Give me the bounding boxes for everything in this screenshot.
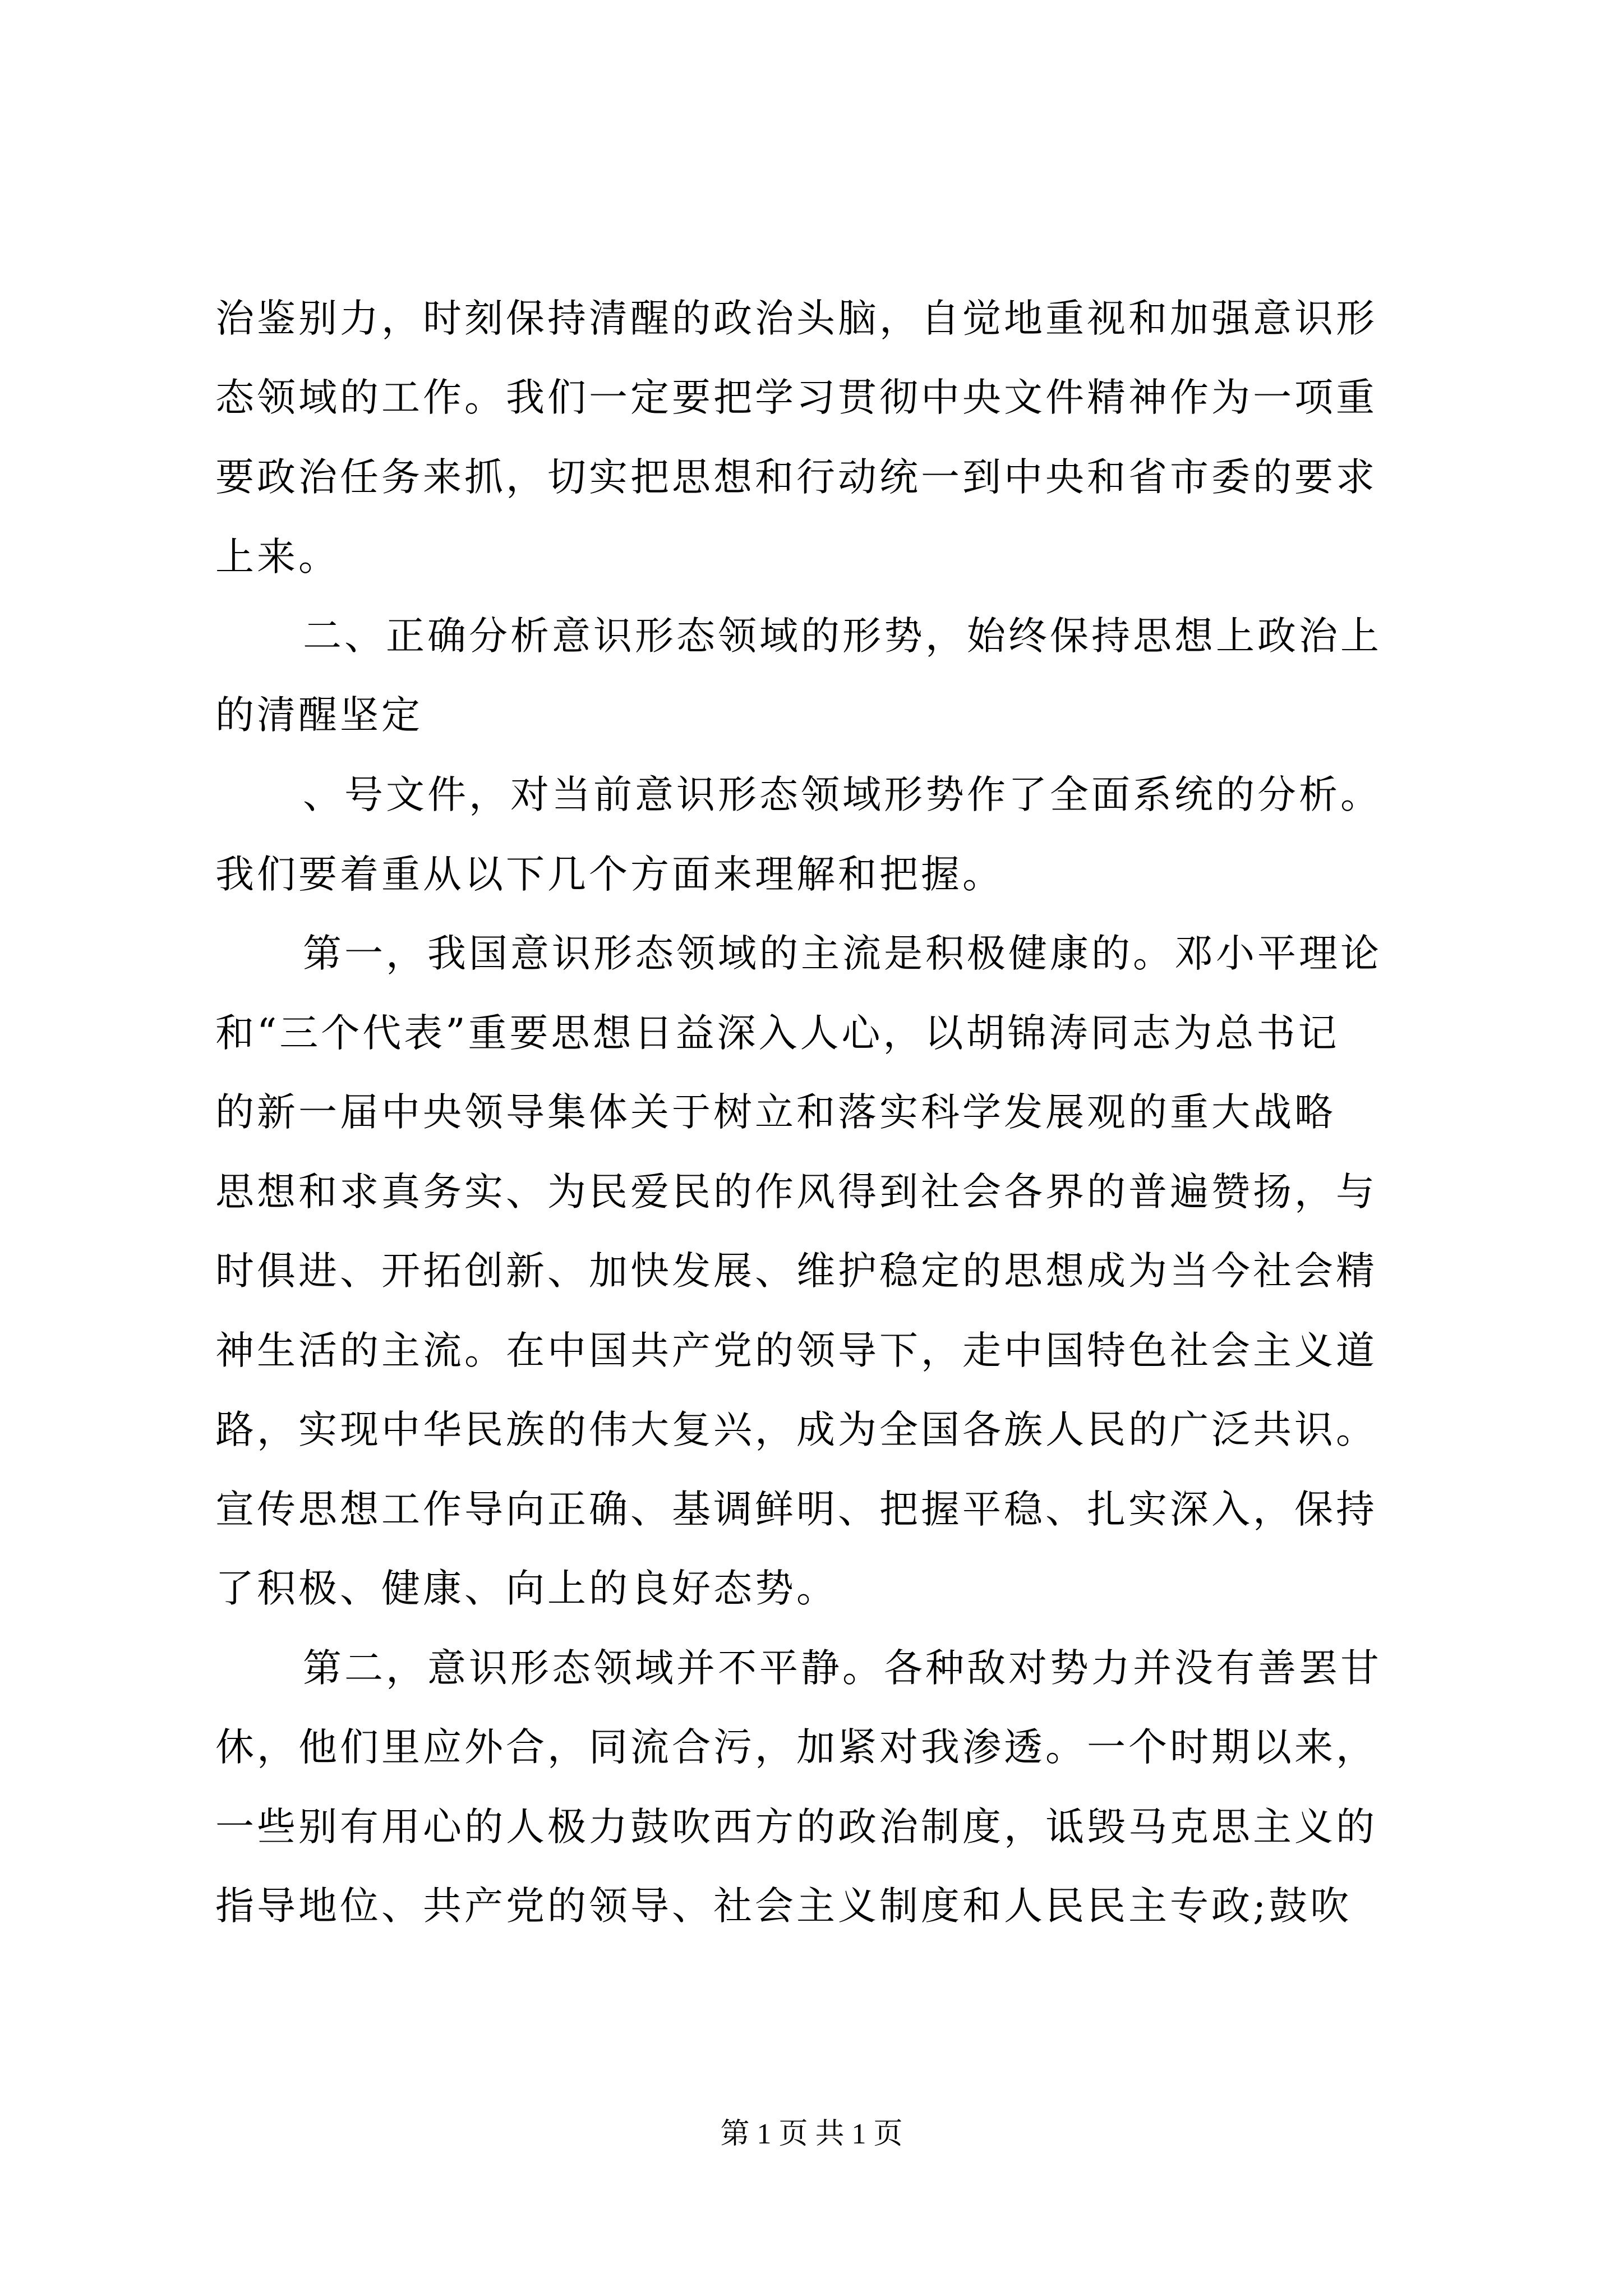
text-line: 、号文件，对当前意识形态领域形势作了全面系统的分析。 [303,772,1382,817]
text-line: 思想和求真务实、为民爱民的作风得到社会各界的普遍赞扬，与 [215,1170,1377,1214]
text-line: 治鉴别力，时刻保持清醒的政治头脑，自觉地重视和加强意识形 [215,296,1377,341]
text-line: 的新一届中央领导集体关于树立和落实科学发展观的重大战略 [215,1090,1336,1135]
text-line: 一些别有用心的人极力鼓吹西方的政治制度，诋毁马克思主义的 [215,1805,1377,1849]
text-line: 宣传思想工作导向正确、基调鲜明、把握平稳、扎实深入，保持 [215,1487,1377,1532]
text-line: 指导地位、共产党的领导、社会主义制度和人民民主专政;鼓吹 [215,1884,1352,1929]
text-line: 要政治任务来抓，切实把思想和行动统一到中央和省市委的要求 [215,455,1377,500]
text-line: 时俱进、开拓创新、加快发展、维护稳定的思想成为当今社会精 [215,1249,1377,1294]
text-line: 了积极、健康、向上的良好态势。 [215,1566,838,1611]
text-line: 二、正确分析意识形态领域的形势，始终保持思想上政治上 [303,614,1382,659]
text-line: 的清醒坚定 [215,693,423,738]
text-line: 第二，意识形态领域并不平静。各种敌对势力并没有善罢甘 [303,1646,1382,1691]
text-line: 路，实现中华民族的伟大复兴，成为全国各族人民的广泛共识。 [215,1407,1377,1452]
text-line: 和“三个代表”重要思想日益深入人心，以胡锦涛同志为总书记 [215,1011,1340,1056]
text-line: 休，他们里应外合，同流合污，加紧对我渗透。一个时期以来， [215,1725,1377,1770]
text-line: 态领域的工作。我们一定要把学习贯彻中央文件精神作为一项重 [215,375,1377,420]
text-line: 我们要着重从以下几个方面来理解和把握。 [215,852,1004,897]
text-line: 第一，我国意识形态领域的主流是积极健康的。邓小平理论 [303,931,1382,976]
text-line: 上来。 [215,535,340,579]
text-line: 神生活的主流。在中国共产党的领导下，走中国特色社会主义道 [215,1328,1377,1373]
page-footer: 第 1 页 共 1 页 [720,2118,903,2150]
